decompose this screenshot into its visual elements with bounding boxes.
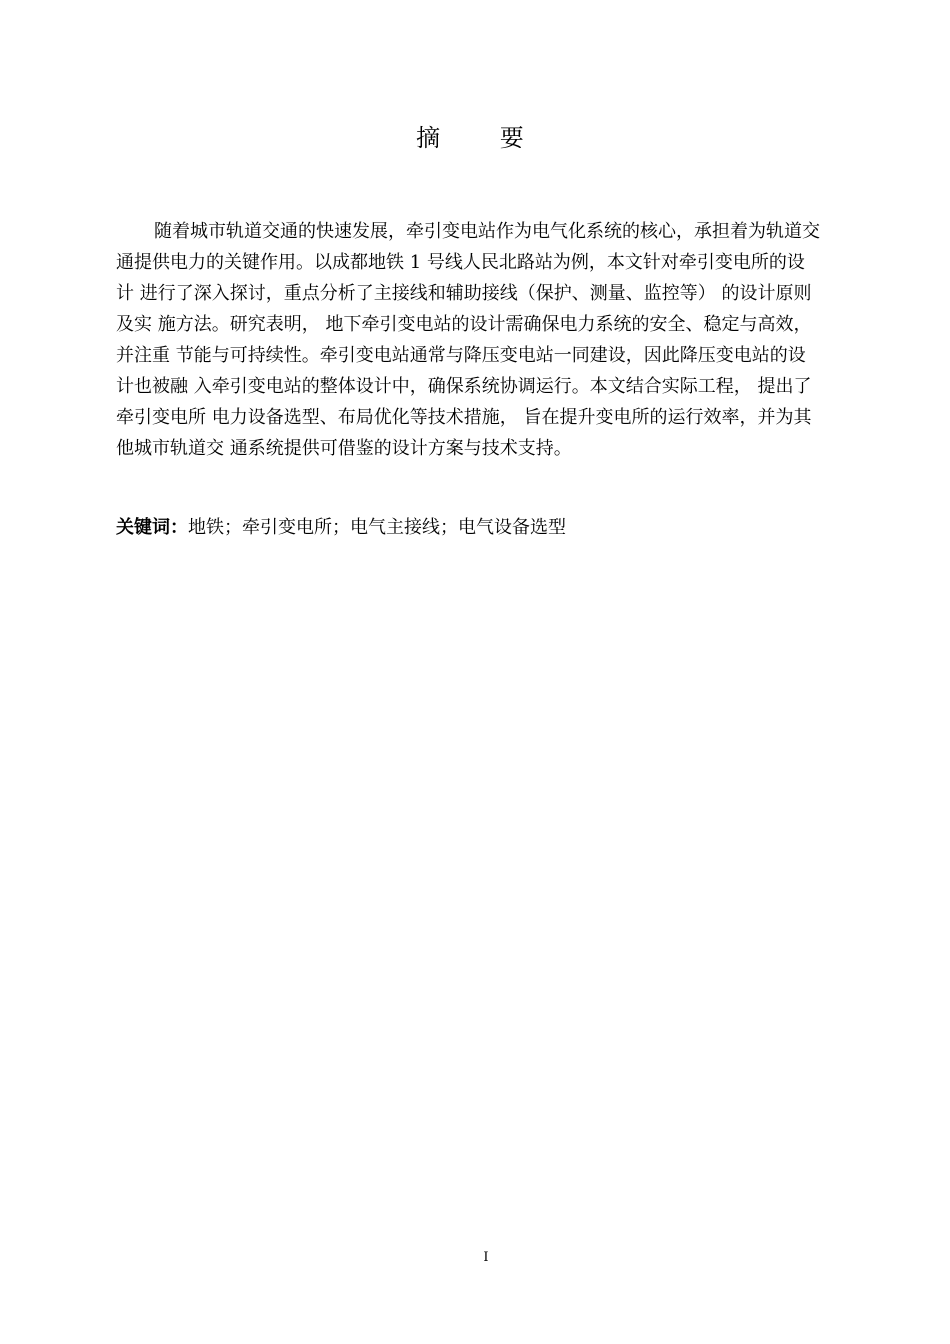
- abstract-line: 随着城市轨道交通的快速发展，牵引变电站作为电气化系统的核心，承担着为轨道交: [154, 221, 820, 242]
- abstract-line: 他城市轨道交 通系统提供可借鉴的设计方案与技术支持。: [116, 438, 572, 459]
- abstract-line: 及实 施方法。研究表明， 地下牵引变电站的设计需确保电力系统的安全、稳定与高效，: [116, 314, 812, 335]
- keywords-text: 地铁；牵引变电所；电气主接线；电气设备选型: [188, 517, 566, 538]
- abstract-line: 牵引变电所 电力设备选型、布局优化等技术措施， 旨在提升变电所的运行效率，并为其: [116, 407, 812, 428]
- keywords-label: 关键词：: [116, 517, 188, 538]
- keywords-line: [116, 512, 856, 543]
- abstract-line: 计 进行了深入探讨，重点分析了主接线和辅助接线（保护、测量、监控等） 的设计原则: [116, 283, 812, 304]
- abstract-line: 通提供电力的关键作用。以成都地铁 1 号线人民北路站为例，本文针对牵引变电所的设: [116, 252, 805, 273]
- page-number: I: [483, 1250, 489, 1265]
- abstract-line: 计也被融 入牵引变电站的整体设计中，确保系统协调运行。本文结合实际工程， 提出了: [116, 376, 812, 397]
- abstract-paragraph: [116, 216, 856, 464]
- page-title: 摘 要: [416, 124, 550, 152]
- abstract-line: 并注重 节能与可持续性。牵引变电站通常与降压变电站一同建设，因此降压变电站的设: [116, 345, 806, 366]
